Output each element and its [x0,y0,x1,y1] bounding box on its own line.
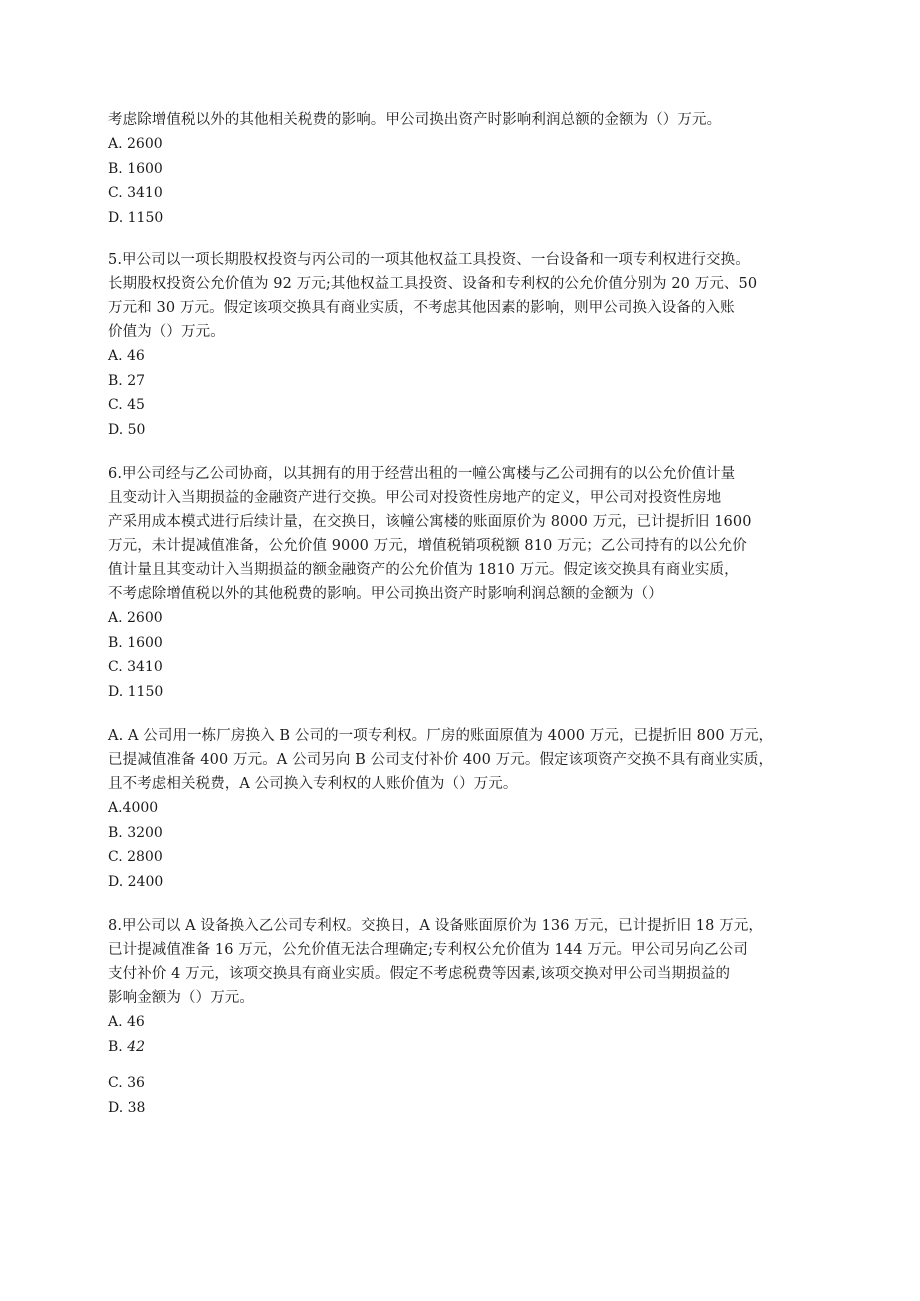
option-c: C. 3410 [108,659,163,675]
question-stem-line: 且不考虑相关税费，A 公司换入专利权的人账价值为（）万元。 [108,776,518,792]
question-stem-line: 已计提减值准备 16 万元，公允价值无法合理确定;专利权公允价值为 144 万元。甲公司另向乙公司 [108,942,748,958]
question-stem-line: 影响金额为（）万元。 [108,990,254,1006]
spacer [108,442,808,462]
option-a: A. 2600 [108,610,163,626]
question-stem-line: A. A 公司用一栋厂房换入 B 公司的一项专利权。厂房的账面原值为 4000 万元，已提折旧 800 万元， [108,728,774,744]
option-d: D. 38 [108,1099,146,1116]
option-b: B. 1600 [108,160,163,177]
question-stem-line: 6.甲公司经与乙公司协商，以其拥有的用于经营出租的一幢公寓楼与乙公司拥有的以公允价值计量 [108,466,736,482]
spacer [108,704,808,724]
spacer [108,230,808,248]
question-stem-line: 产采用成本模式进行后续计量，在交换日，该幢公寓楼的账面原价为 8000 万元，已计提折旧 1600 [108,514,752,530]
option-b-value: 42 [127,1038,146,1055]
question-stem-line: 长期股权投资公允价值为 92 万元;其他权益工具投资、设备和专利权的公允价值分别为 20 万元、50 [108,276,758,292]
question-stem-line: 万元和 30 万元。假定该项交换具有商业实质，不考虑其他因素的影响，则甲公司换入设备的入账 [108,300,735,316]
option-d: D. 1150 [108,209,164,226]
option-a: A. 2600 [108,136,163,152]
question-7 [108,724,808,894]
question-4-continued [108,108,808,230]
option-d: D. 2400 [108,873,164,890]
question-stem-line: 价值为（）万元。 [108,324,225,340]
question-8 [108,914,808,1120]
question-stem-line: 已提减值准备 400 万元。A 公司另向 B 公司支付补价 400 万元。假定该项资产交换不具有商业实质， [108,752,774,768]
option-c: C. 2800 [108,849,163,865]
option-c: C. 3410 [108,185,163,201]
question-stem-line: 不考虑除增值税以外的其他税费的影响。甲公司换出资产时影响利润总额的金额为（） [108,586,663,602]
option-b-label: B. [108,1038,128,1055]
option-a: A.4000 [108,800,159,816]
option-c: C. 45 [108,397,145,413]
question-5 [108,248,808,442]
question-6 [108,462,808,704]
document-page [108,108,808,1120]
question-stem-line: 值计量且其变动计入当期损益的额金融资产的公允价值为 1810 万元。假定该交换具有商业实质， [108,562,739,578]
spacer [108,1059,808,1071]
option-b [108,1035,808,1060]
option-c: C. 36 [108,1075,145,1091]
question-stem-line: 8.甲公司以 A 设备换入乙公司专利权。交换日，A 设备账面原价为 136 万元，已计提折旧 18 万元， [108,918,763,934]
option-b: B. 1600 [108,634,163,651]
option-a: A. 46 [108,348,145,364]
question-stem-line: 考虑除增值税以外的其他相关税费的影响。甲公司换出资产时影响利润总额的金额为（）万元。 [108,112,722,128]
question-stem-line: 支付补价 4 万元，该项交换具有商业实质。假定不考虑税费等因素,该项交换对甲公司当期损益的 [108,966,731,982]
option-a: A. 46 [108,1014,145,1030]
option-d: D. 50 [108,421,146,438]
question-stem-line: 万元，未计提减值准备，公允价值 9000 万元，增值税销项税额 810 万元；乙公司持有的以公允价 [108,538,747,554]
question-stem-line: 5.甲公司以一项长期股权投资与丙公司的一项其他权益工具投资、一台设备和一项专利权进行交换。 [108,252,750,268]
option-d: D. 1150 [108,683,164,700]
option-b: B. 27 [108,372,146,389]
spacer [108,894,808,914]
option-b: B. 3200 [108,824,163,841]
question-stem-line: 且变动计入当期损益的金融资产进行交换。甲公司对投资性房地产的定义，甲公司对投资性房地 [108,490,722,506]
